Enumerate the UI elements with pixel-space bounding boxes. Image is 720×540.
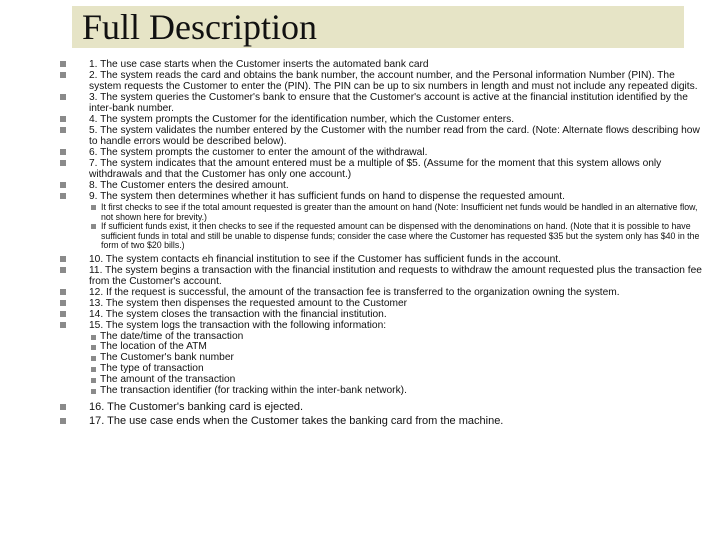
sublist-item: The Customer's bank number [91, 353, 705, 364]
description-list [60, 59, 705, 428]
bullet-square-icon [60, 94, 66, 100]
bullet-square-icon [60, 193, 66, 199]
list-item: 5. The system validates the number entered by the Customer with the number read from the card. (Note: Alternate flows describing how to handle errors would be described below). [60, 125, 705, 147]
sublist-item: It first checks to see if the total amount requested is greater than the amount on hand (Note: Insufficient net funds would be handled in an alternative flow, not shown here for brevity.) [91, 203, 705, 222]
bullet-square-icon [60, 149, 66, 155]
sublist-item: The amount of the transaction [91, 375, 705, 386]
bullet-square-icon [60, 267, 66, 273]
sublist-item: The location of the ATM [91, 342, 705, 353]
bullet-square-icon [60, 418, 66, 424]
list-item: 14. The system closes the transaction with the financial institution. [60, 309, 705, 320]
list-item: 3. The system queries the Customer's bank to ensure that the Customer's account is active at the financial institution identified by the inter-bank number. [60, 92, 705, 114]
bullet-square-icon [91, 335, 96, 340]
bullet-square-icon [60, 61, 66, 67]
bullet-square-icon [60, 160, 66, 166]
list-item: 11. The system begins a transaction with the financial institution and requests to withdraw the amount requested plus the transaction fee from the Customer's account. [60, 265, 705, 287]
bullet-square-icon [91, 378, 96, 383]
bullet-square-icon [60, 300, 66, 306]
sublist-item: The type of transaction [91, 364, 705, 375]
bullet-square-icon [91, 345, 96, 350]
list-item: 12. If the request is successful, the amount of the transaction fee is transferred to the organization owning the system. [60, 287, 705, 298]
sublist-item: If sufficient funds exist, it then checks to see if the requested amount can be dispensed with the denominations on hand. (Note that it is possible to have sufficient funds in total and still be unable to dispense funds; consider the case where the Customer has requested $35 but the system only has $40 in the form of two $20 bills.) [91, 222, 705, 251]
list-item: 17. The use case ends when the Customer takes the banking card from the machine. [60, 414, 705, 428]
bullet-square-icon [60, 127, 66, 133]
bullet-square-icon [91, 224, 96, 229]
list-item: 2. The system reads the card and obtains the bank number, the account number, and the Personal information Number (PIN). The system requests the Customer to enter the (PIN). The PIN can be up to six numbers in length and must not include any repeated digits. [60, 70, 705, 92]
bullet-square-icon [60, 311, 66, 317]
list-item: 16. The Customer's banking card is ejected. [60, 400, 705, 414]
list-item: 4. The system prompts the Customer for the identification number, which the Customer enters. [60, 114, 705, 125]
sublist-item: The transaction identifier (for tracking within the inter-bank network). [91, 386, 705, 397]
list-item: 13. The system then dispenses the requested amount to the Customer [60, 298, 705, 309]
step9-sublist [91, 203, 705, 251]
list-item: 1. The use case starts when the Customer inserts the automated bank card [60, 59, 705, 70]
list-item: 6. The system prompts the customer to enter the amount of the withdrawal. [60, 147, 705, 158]
bullet-square-icon [60, 256, 66, 262]
list-item: 8. The Customer enters the desired amount. [60, 180, 705, 191]
bullet-square-icon [91, 205, 96, 210]
list-item: 10. The system contacts eh financial institution to see if the Customer has sufficient funds in the account. [60, 254, 705, 265]
list-item: 9. The system then determines whether it has sufficient funds on hand to dispense the requested amount. [60, 191, 705, 202]
bullet-square-icon [60, 289, 66, 295]
bullet-square-icon [60, 322, 66, 328]
bullet-square-icon [60, 182, 66, 188]
bullet-square-icon [60, 116, 66, 122]
bullet-square-icon [91, 356, 96, 361]
log-fields-sublist [91, 332, 705, 397]
slide-title: Full Description [82, 7, 317, 47]
list-item: 7. The system indicates that the amount entered must be a multiple of $5. (Assume for the moment that this system allows only withdrawals and that the Customer has only one account.) [60, 158, 705, 180]
sublist-item: The date/time of the transaction [91, 332, 705, 343]
list-item: 15. The system logs the transaction with the following information: [60, 320, 705, 331]
bullet-square-icon [91, 389, 96, 394]
bullet-square-icon [91, 367, 96, 372]
bullet-square-icon [60, 404, 66, 410]
bullet-square-icon [60, 72, 66, 78]
